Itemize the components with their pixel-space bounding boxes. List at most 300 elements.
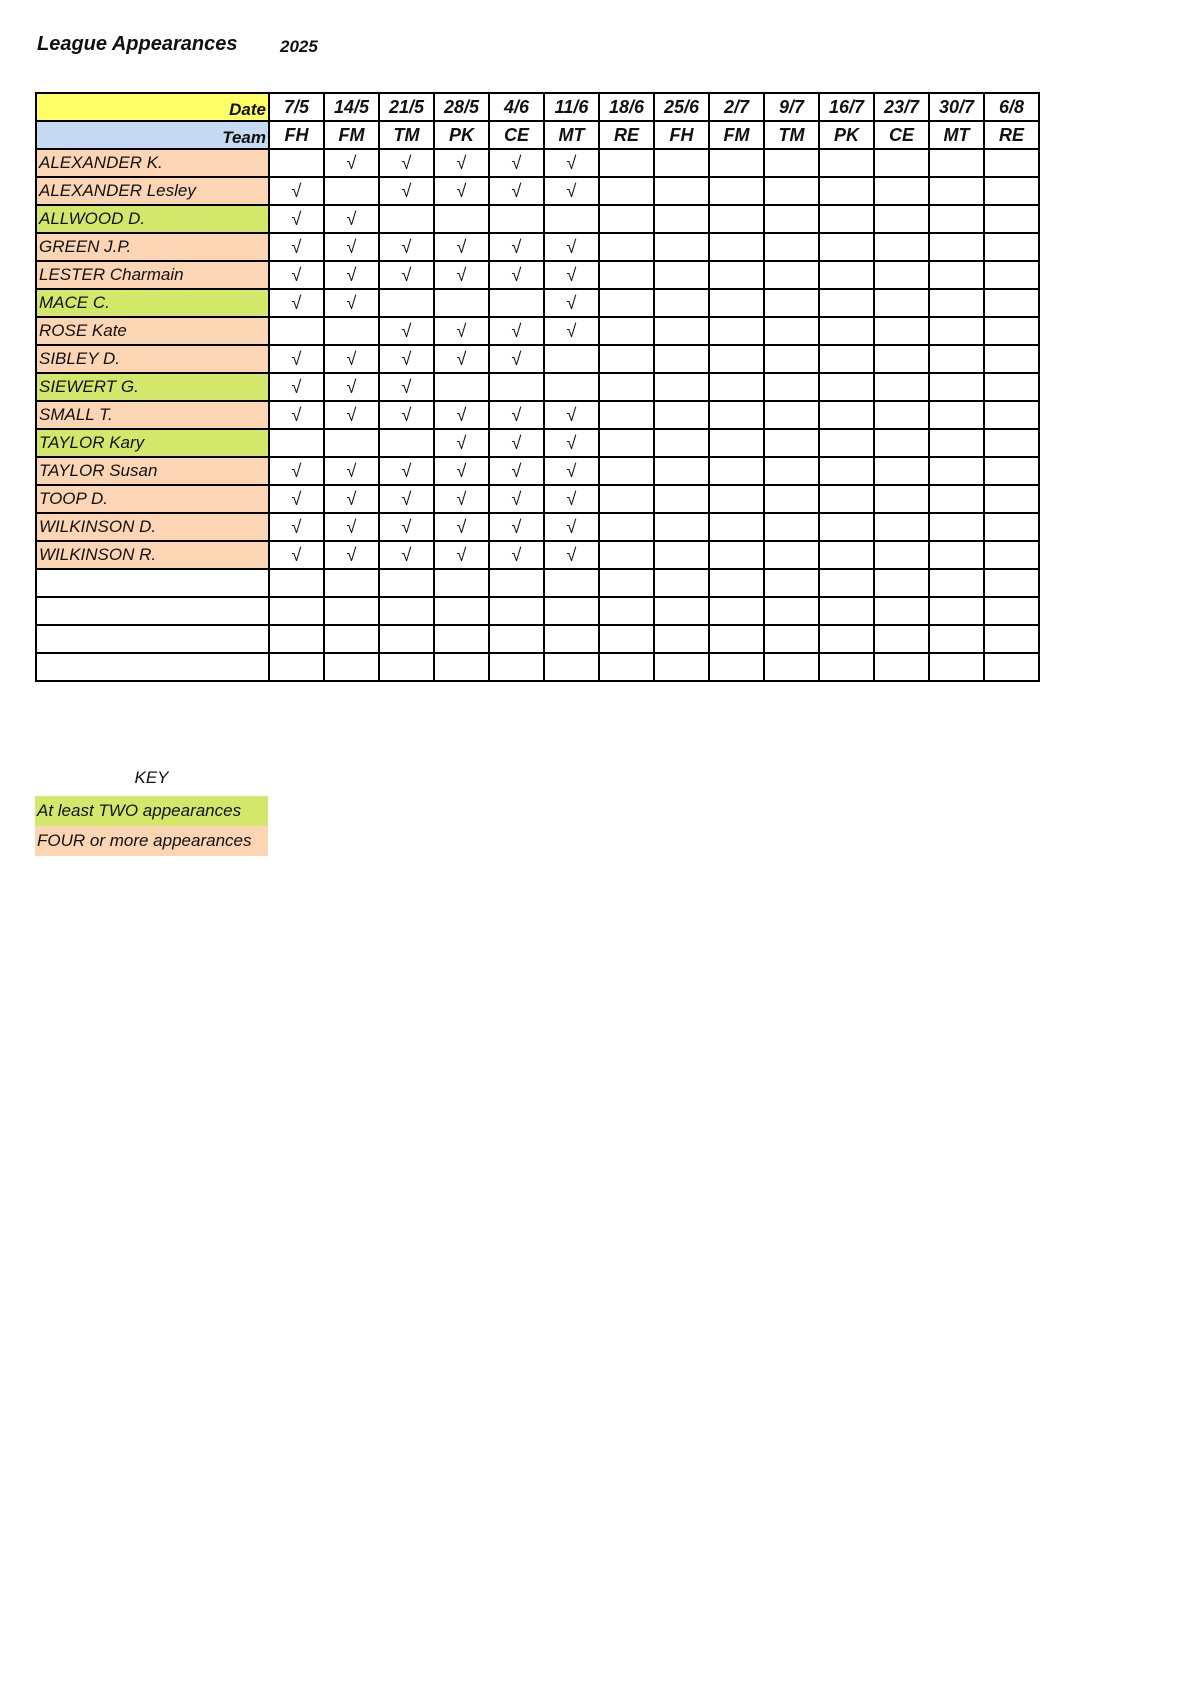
player-row	[36, 373, 1039, 401]
appearance-cell	[984, 541, 1039, 569]
appearance-cell	[874, 485, 929, 513]
appearance-cell: √	[434, 401, 489, 429]
appearance-cell	[984, 205, 1039, 233]
empty-cell	[929, 653, 984, 681]
empty-name-cell	[36, 597, 269, 625]
appearance-cell: √	[379, 541, 434, 569]
appearance-cell	[599, 541, 654, 569]
appearance-cell	[929, 177, 984, 205]
appearance-cell: √	[434, 429, 489, 457]
appearance-cell	[819, 541, 874, 569]
appearance-cell	[819, 401, 874, 429]
empty-cell	[434, 597, 489, 625]
empty-cell	[654, 653, 709, 681]
appearance-cell: √	[324, 345, 379, 373]
appearance-cell: √	[379, 261, 434, 289]
appearance-cell	[709, 345, 764, 373]
appearance-cell	[929, 541, 984, 569]
appearance-cell	[874, 261, 929, 289]
appearance-cell	[874, 205, 929, 233]
appearance-cell	[984, 149, 1039, 177]
appearance-cell: √	[489, 233, 544, 261]
year-label: 2025	[280, 37, 318, 56]
appearance-cell: √	[489, 261, 544, 289]
appearance-cell: √	[324, 541, 379, 569]
appearance-cell: √	[324, 485, 379, 513]
empty-cell	[544, 597, 599, 625]
player-row	[36, 485, 1039, 513]
appearance-cell	[434, 289, 489, 317]
empty-cell	[819, 625, 874, 653]
appearance-cell	[819, 205, 874, 233]
appearance-cell	[819, 345, 874, 373]
appearance-cell	[764, 205, 819, 233]
appearance-cell: √	[489, 541, 544, 569]
appearance-cell: √	[544, 457, 599, 485]
appearance-cell	[654, 485, 709, 513]
appearance-cell	[489, 205, 544, 233]
empty-cell	[874, 653, 929, 681]
appearance-cell	[654, 373, 709, 401]
key-title: KEY	[134, 768, 169, 787]
appearance-cell: √	[489, 401, 544, 429]
team-header-cell: PK	[819, 121, 874, 149]
appearance-cell	[269, 149, 324, 177]
appearance-cell: √	[544, 233, 599, 261]
empty-cell	[709, 569, 764, 597]
empty-cell	[874, 569, 929, 597]
appearance-cell	[709, 429, 764, 457]
appearance-cell	[874, 149, 929, 177]
team-header-cell: FM	[324, 121, 379, 149]
appearance-cell	[654, 289, 709, 317]
player-row	[36, 345, 1039, 373]
appearance-cell	[764, 149, 819, 177]
appearance-cell	[709, 513, 764, 541]
appearance-cell	[764, 289, 819, 317]
appearance-cell	[489, 373, 544, 401]
empty-cell	[324, 625, 379, 653]
appearance-cell	[929, 457, 984, 485]
appearance-cell	[709, 457, 764, 485]
appearance-cell	[874, 541, 929, 569]
empty-cell	[379, 569, 434, 597]
appearance-cell	[874, 373, 929, 401]
appearance-cell	[379, 205, 434, 233]
empty-cell	[544, 653, 599, 681]
appearance-cell: √	[269, 289, 324, 317]
empty-cell	[764, 597, 819, 625]
appearance-cell	[709, 205, 764, 233]
player-row	[36, 149, 1039, 177]
empty-cell	[269, 597, 324, 625]
team-header-cell: CE	[489, 121, 544, 149]
appearance-cell: √	[434, 149, 489, 177]
appearance-cell	[874, 457, 929, 485]
empty-cell	[709, 597, 764, 625]
empty-cell	[929, 625, 984, 653]
empty-cell	[984, 569, 1039, 597]
appearance-cell: √	[324, 261, 379, 289]
date-header-cell: 4/6	[489, 93, 544, 121]
team-header-cell: FM	[709, 121, 764, 149]
appearance-cell: √	[489, 485, 544, 513]
player-name: LESTER Charmain	[36, 261, 269, 289]
appearance-cell: √	[489, 429, 544, 457]
team-header-cell: PK	[434, 121, 489, 149]
player-row	[36, 457, 1039, 485]
key-four-or-more: FOUR or more appearances	[35, 826, 268, 856]
appearance-cell	[599, 373, 654, 401]
player-name: WILKINSON R.	[36, 541, 269, 569]
appearance-cell: √	[489, 177, 544, 205]
appearance-cell: √	[434, 513, 489, 541]
appearance-cell	[874, 289, 929, 317]
appearance-cell: √	[544, 485, 599, 513]
appearance-cell	[709, 317, 764, 345]
appearance-cell	[599, 205, 654, 233]
appearance-cell	[544, 345, 599, 373]
appearance-cell	[984, 429, 1039, 457]
date-header-cell: 25/6	[654, 93, 709, 121]
appearance-cell: √	[269, 177, 324, 205]
player-name: ALEXANDER K.	[36, 149, 269, 177]
player-row	[36, 401, 1039, 429]
appearance-cell: √	[434, 233, 489, 261]
appearance-cell: √	[269, 345, 324, 373]
appearance-cell	[819, 149, 874, 177]
appearance-cell	[984, 233, 1039, 261]
appearance-cell: √	[489, 149, 544, 177]
date-header-cell: 21/5	[379, 93, 434, 121]
appearance-cell: √	[379, 513, 434, 541]
appearance-cell: √	[434, 485, 489, 513]
appearance-cell: √	[324, 233, 379, 261]
appearance-cell	[984, 513, 1039, 541]
appearance-cell: √	[544, 541, 599, 569]
appearance-cell	[709, 233, 764, 261]
player-row	[36, 205, 1039, 233]
appearance-cell	[654, 205, 709, 233]
appearance-cell	[819, 457, 874, 485]
player-name: TAYLOR Susan	[36, 457, 269, 485]
appearance-cell	[654, 345, 709, 373]
appearance-cell: √	[544, 261, 599, 289]
date-header-cell: 7/5	[269, 93, 324, 121]
appearance-cell: √	[269, 373, 324, 401]
appearance-cell: √	[269, 401, 324, 429]
appearance-cell	[819, 513, 874, 541]
empty-cell	[599, 597, 654, 625]
appearance-cell	[599, 485, 654, 513]
team-header-row	[36, 121, 1039, 149]
appearance-cell	[764, 177, 819, 205]
team-header-label: Team	[36, 121, 269, 149]
appearance-cell	[874, 233, 929, 261]
appearance-cell	[929, 205, 984, 233]
appearance-cell	[929, 513, 984, 541]
appearance-cell	[544, 373, 599, 401]
page-title: League Appearances	[37, 33, 238, 55]
player-name: TOOP D.	[36, 485, 269, 513]
empty-cell	[489, 625, 544, 653]
appearance-cell	[599, 289, 654, 317]
appearance-cell	[324, 429, 379, 457]
appearance-cell	[929, 345, 984, 373]
date-header-cell: 14/5	[324, 93, 379, 121]
appearance-cell: √	[489, 317, 544, 345]
appearance-cell: √	[434, 317, 489, 345]
appearance-cell	[434, 373, 489, 401]
appearance-cell	[324, 177, 379, 205]
empty-cell	[764, 653, 819, 681]
player-row	[36, 261, 1039, 289]
appearance-cell	[654, 177, 709, 205]
team-header-cell: MT	[544, 121, 599, 149]
appearance-cell	[654, 513, 709, 541]
appearance-cell	[764, 233, 819, 261]
appearance-cell	[929, 149, 984, 177]
appearance-cell	[929, 373, 984, 401]
appearance-cell	[984, 289, 1039, 317]
appearance-cell	[709, 261, 764, 289]
player-row	[36, 289, 1039, 317]
appearance-cell: √	[379, 401, 434, 429]
appearance-cell	[599, 345, 654, 373]
appearance-cell	[654, 457, 709, 485]
player-name: ALEXANDER Lesley	[36, 177, 269, 205]
appearance-cell	[819, 177, 874, 205]
appearance-cell: √	[269, 485, 324, 513]
appearance-cell: √	[434, 177, 489, 205]
appearance-cell	[599, 401, 654, 429]
appearances-table	[35, 92, 1040, 682]
empty-cell	[434, 569, 489, 597]
appearance-cell	[654, 429, 709, 457]
appearance-cell	[269, 429, 324, 457]
empty-cell	[269, 569, 324, 597]
appearance-cell: √	[324, 401, 379, 429]
empty-name-cell	[36, 653, 269, 681]
appearance-cell: √	[489, 345, 544, 373]
appearance-cell	[764, 457, 819, 485]
team-header-cell: FH	[654, 121, 709, 149]
date-header-cell: 2/7	[709, 93, 764, 121]
appearance-cell	[544, 205, 599, 233]
appearance-cell: √	[434, 457, 489, 485]
empty-cell	[489, 597, 544, 625]
appearance-cell	[709, 485, 764, 513]
empty-cell	[434, 625, 489, 653]
appearance-cell	[654, 541, 709, 569]
appearance-cell: √	[434, 261, 489, 289]
team-header-cell: CE	[874, 121, 929, 149]
appearance-cell: √	[324, 205, 379, 233]
appearance-cell	[984, 373, 1039, 401]
appearance-cell	[984, 317, 1039, 345]
empty-cell	[929, 569, 984, 597]
appearance-cell	[984, 261, 1039, 289]
player-name: TAYLOR Kary	[36, 429, 269, 457]
appearance-cell	[929, 401, 984, 429]
team-header-cell: FH	[269, 121, 324, 149]
appearance-cell	[819, 261, 874, 289]
empty-cell	[984, 597, 1039, 625]
appearance-cell	[819, 317, 874, 345]
appearance-cell	[984, 457, 1039, 485]
appearance-cell	[764, 261, 819, 289]
appearance-cell	[709, 401, 764, 429]
appearance-cell	[654, 317, 709, 345]
team-header-cell: RE	[599, 121, 654, 149]
appearance-cell	[984, 177, 1039, 205]
appearance-cell: √	[434, 541, 489, 569]
appearance-cell	[819, 429, 874, 457]
appearance-cell: √	[269, 457, 324, 485]
appearance-cell: √	[324, 289, 379, 317]
appearance-cell	[929, 261, 984, 289]
appearance-cell	[929, 233, 984, 261]
player-name: MACE C.	[36, 289, 269, 317]
empty-cell	[324, 653, 379, 681]
empty-cell	[599, 653, 654, 681]
empty-cell	[984, 625, 1039, 653]
appearance-cell	[764, 401, 819, 429]
empty-cell	[819, 597, 874, 625]
appearance-cell	[929, 317, 984, 345]
empty-cell	[654, 625, 709, 653]
appearance-cell	[599, 513, 654, 541]
empty-cell	[599, 569, 654, 597]
player-name: GREEN J.P.	[36, 233, 269, 261]
empty-cell	[654, 569, 709, 597]
appearance-cell	[929, 485, 984, 513]
appearance-cell: √	[544, 429, 599, 457]
player-name: SMALL T.	[36, 401, 269, 429]
appearance-cell: √	[379, 317, 434, 345]
appearance-cell: √	[434, 345, 489, 373]
appearance-cell	[434, 205, 489, 233]
player-row	[36, 317, 1039, 345]
appearance-cell	[929, 429, 984, 457]
date-header-cell: 28/5	[434, 93, 489, 121]
appearance-cell: √	[489, 457, 544, 485]
appearance-cell	[654, 401, 709, 429]
appearance-cell	[764, 513, 819, 541]
player-name: WILKINSON D.	[36, 513, 269, 541]
empty-cell	[874, 625, 929, 653]
player-row	[36, 233, 1039, 261]
appearance-cell	[874, 345, 929, 373]
appearance-cell	[709, 289, 764, 317]
appearance-cell	[599, 177, 654, 205]
appearance-cell	[764, 317, 819, 345]
empty-row	[36, 625, 1039, 653]
appearance-cell	[764, 541, 819, 569]
empty-cell	[324, 569, 379, 597]
player-row	[36, 429, 1039, 457]
appearance-cell: √	[269, 261, 324, 289]
appearance-cell	[324, 317, 379, 345]
appearance-cell: √	[324, 513, 379, 541]
appearances-table-body	[36, 93, 1039, 681]
appearance-cell	[874, 317, 929, 345]
appearance-cell: √	[544, 513, 599, 541]
appearance-cell	[764, 485, 819, 513]
empty-cell	[324, 597, 379, 625]
empty-name-cell	[36, 625, 269, 653]
date-header-row	[36, 93, 1039, 121]
empty-cell	[379, 597, 434, 625]
appearance-cell: √	[544, 317, 599, 345]
team-header-cell: MT	[929, 121, 984, 149]
empty-cell	[544, 625, 599, 653]
date-header-cell: 6/8	[984, 93, 1039, 121]
date-header-label: Date	[36, 93, 269, 121]
appearance-cell	[489, 289, 544, 317]
empty-cell	[764, 625, 819, 653]
appearance-cell	[709, 177, 764, 205]
player-name: SIEWERT G.	[36, 373, 269, 401]
appearance-cell	[599, 429, 654, 457]
appearance-cell	[819, 485, 874, 513]
date-header-cell: 11/6	[544, 93, 599, 121]
appearance-cell: √	[379, 345, 434, 373]
appearance-cell: √	[324, 149, 379, 177]
appearance-cell: √	[324, 373, 379, 401]
empty-cell	[984, 653, 1039, 681]
appearance-cell: √	[489, 513, 544, 541]
empty-cell	[819, 569, 874, 597]
appearance-cell	[819, 289, 874, 317]
empty-cell	[709, 653, 764, 681]
appearance-cell	[819, 373, 874, 401]
appearance-cell	[709, 541, 764, 569]
appearance-cell	[599, 457, 654, 485]
appearance-cell	[819, 233, 874, 261]
date-header-cell: 18/6	[599, 93, 654, 121]
empty-name-cell	[36, 569, 269, 597]
player-row	[36, 541, 1039, 569]
empty-cell	[379, 625, 434, 653]
appearance-cell: √	[269, 513, 324, 541]
appearance-cell	[874, 513, 929, 541]
player-name: SIBLEY D.	[36, 345, 269, 373]
appearance-cell	[379, 429, 434, 457]
appearance-cell	[764, 429, 819, 457]
appearance-cell: √	[324, 457, 379, 485]
appearance-cell: √	[544, 289, 599, 317]
appearance-cell	[709, 373, 764, 401]
appearance-cell: √	[379, 177, 434, 205]
appearance-cell	[654, 233, 709, 261]
empty-cell	[489, 653, 544, 681]
appearance-cell: √	[544, 177, 599, 205]
appearance-cell	[599, 149, 654, 177]
appearance-cell	[269, 317, 324, 345]
empty-cell	[489, 569, 544, 597]
empty-cell	[544, 569, 599, 597]
player-name: ALLWOOD D.	[36, 205, 269, 233]
team-header-cell: TM	[379, 121, 434, 149]
appearance-cell	[984, 401, 1039, 429]
appearance-cell: √	[379, 233, 434, 261]
appearance-cell: √	[379, 457, 434, 485]
player-row	[36, 513, 1039, 541]
appearance-cell	[984, 345, 1039, 373]
empty-row	[36, 597, 1039, 625]
appearance-cell: √	[269, 205, 324, 233]
